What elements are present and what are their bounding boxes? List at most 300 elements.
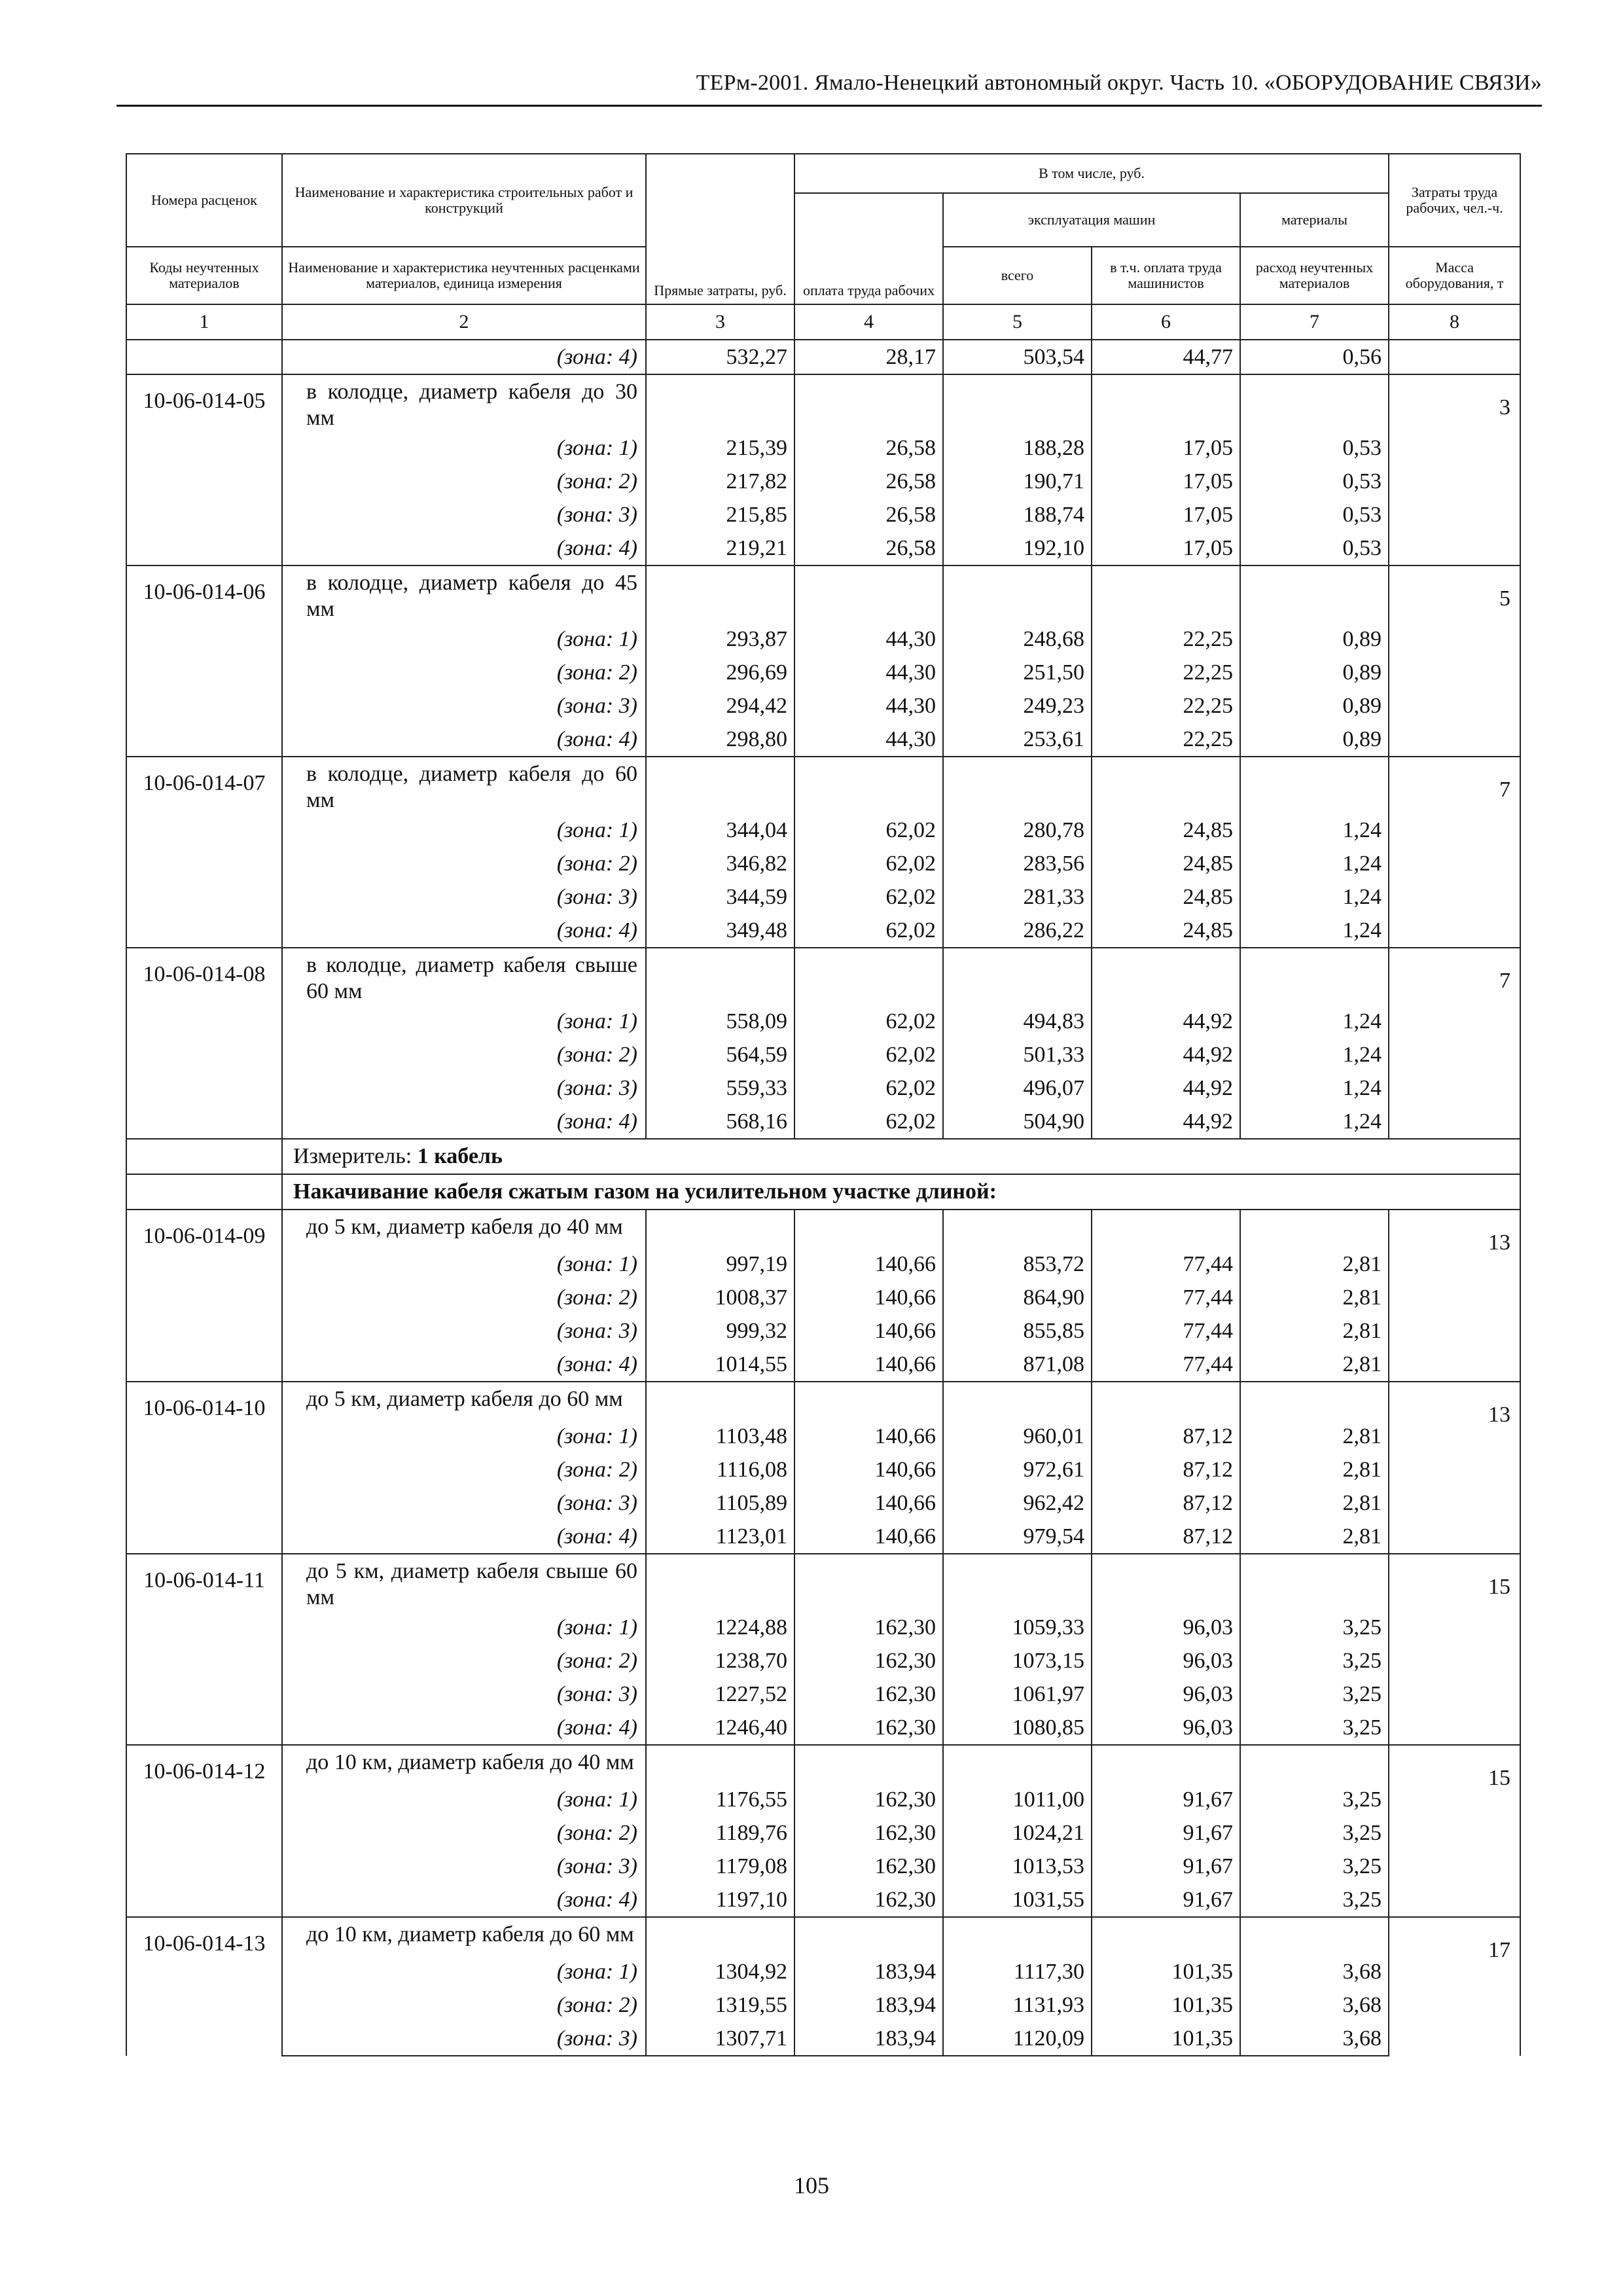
header-material-codes: Коды неучтенных материалов [126, 247, 282, 304]
meter-label: Измеритель: [293, 1144, 418, 1168]
wages-value: 162,30 [794, 1850, 943, 1883]
direct-costs-value: 1123,01 [646, 1520, 794, 1554]
machines-value: 1061,97 [943, 1677, 1092, 1711]
machinist-wages-value: 24,85 [1092, 914, 1240, 948]
zone-row [126, 1348, 1520, 1382]
empty-cell [646, 565, 794, 622]
direct-costs-value: 298,80 [646, 723, 794, 757]
zone-label: (зона: 4) [282, 1883, 646, 1917]
materials-value: 3,68 [1240, 1988, 1389, 2022]
zone-label: (зона: 2) [282, 1644, 646, 1677]
rate-entry-row [126, 1554, 1520, 1611]
machinist-wages-value: 17,05 [1092, 465, 1240, 498]
materials-value: 0,89 [1240, 622, 1389, 656]
wages-value: 162,30 [794, 1644, 943, 1677]
direct-costs-value: 219,21 [646, 531, 794, 565]
materials-value: 3,25 [1240, 1711, 1389, 1745]
materials-value: 1,24 [1240, 1105, 1389, 1139]
zone-row [126, 847, 1520, 880]
zone-label: (зона: 2) [282, 1281, 646, 1314]
zone-label: (зона: 4) [282, 914, 646, 948]
direct-costs-value: 532,27 [646, 340, 794, 374]
machines-value: 1080,85 [943, 1711, 1092, 1745]
empty-cell [1092, 565, 1240, 622]
materials-value: 0,53 [1240, 498, 1389, 531]
wages-value: 140,66 [794, 1520, 943, 1554]
page-number: 105 [794, 2172, 829, 2198]
section-heading-row [126, 1174, 1520, 1210]
machines-value: 1120,09 [943, 2022, 1092, 2056]
machines-value: 871,08 [943, 1348, 1092, 1382]
wages-value: 140,66 [794, 1348, 943, 1382]
zone-label: (зона: 3) [282, 1071, 646, 1105]
direct-costs-value: 1116,08 [646, 1453, 794, 1486]
machines-value: 503,54 [943, 340, 1092, 374]
section [126, 374, 1520, 565]
rate-entry-row [126, 757, 1520, 814]
column-numbers-row [126, 304, 1520, 340]
rate-code: 10-06-014-08 [126, 948, 282, 1139]
machinist-wages-value: 77,44 [1092, 1348, 1240, 1382]
materials-value: 2,81 [1240, 1247, 1389, 1281]
labor-cost [1389, 340, 1520, 374]
materials-value: 1,24 [1240, 814, 1389, 847]
section [126, 1210, 1520, 1382]
zone-row [126, 1883, 1520, 1917]
empty-cell [646, 1745, 794, 1783]
machinist-wages-value: 101,35 [1092, 2022, 1240, 2056]
wages-value: 140,66 [794, 1420, 943, 1453]
section [126, 757, 1520, 948]
machines-value: 1013,53 [943, 1850, 1092, 1883]
empty-cell [646, 1917, 794, 1955]
wages-value: 44,30 [794, 656, 943, 689]
rate-code: 10-06-014-11 [126, 1554, 282, 1745]
empty-cell [943, 374, 1092, 431]
machines-value: 188,28 [943, 431, 1092, 465]
work-description: до 5 км, диаметр кабеля до 40 мм [282, 1210, 646, 1247]
labor-cost: 15 [1389, 1554, 1520, 1745]
machines-value: 286,22 [943, 914, 1092, 948]
empty-cell [794, 1917, 943, 1955]
empty-cell [1240, 1917, 1389, 1955]
zone-row [126, 498, 1520, 531]
wages-value: 183,94 [794, 2022, 943, 2056]
zone-label: (зона: 2) [282, 1816, 646, 1850]
zone-label: (зона: 4) [282, 1348, 646, 1382]
materials-value: 3,68 [1240, 2022, 1389, 2056]
work-description: до 10 км, диаметр кабеля до 40 мм [282, 1745, 646, 1783]
section [126, 1174, 1520, 1210]
wages-value: 162,30 [794, 1783, 943, 1816]
direct-costs-value: 1008,37 [646, 1281, 794, 1314]
wages-value: 140,66 [794, 1314, 943, 1348]
materials-value: 3,25 [1240, 1883, 1389, 1917]
labor-cost: 13 [1389, 1382, 1520, 1554]
machines-value: 283,56 [943, 847, 1092, 880]
direct-costs-value: 1103,48 [646, 1420, 794, 1453]
direct-costs-value: 999,32 [646, 1314, 794, 1348]
zone-row [126, 689, 1520, 723]
zone-row [126, 814, 1520, 847]
machines-value: 192,10 [943, 531, 1092, 565]
empty-cell [646, 1554, 794, 1611]
empty-cell [126, 1139, 282, 1174]
machinist-wages-value: 96,03 [1092, 1677, 1240, 1711]
work-description: до 5 км, диаметр кабеля до 60 мм [282, 1382, 646, 1420]
wages-value: 62,02 [794, 814, 943, 847]
header-work-name: Наименование и характеристика строительных работ и конструкций [282, 154, 646, 247]
direct-costs-value: 1179,08 [646, 1850, 794, 1883]
rate-code: 10-06-014-06 [126, 565, 282, 757]
empty-cell [126, 1174, 282, 1210]
zone-row [126, 465, 1520, 498]
machines-value: 504,90 [943, 1105, 1092, 1139]
wages-value: 62,02 [794, 1105, 943, 1139]
direct-costs-value: 564,59 [646, 1038, 794, 1071]
section [126, 565, 1520, 757]
empty-cell [794, 374, 943, 431]
header-wages: оплата труда рабочих [794, 193, 943, 304]
machines-value: 188,74 [943, 498, 1092, 531]
empty-cell [943, 948, 1092, 1005]
wages-value: 44,30 [794, 622, 943, 656]
wages-value: 183,94 [794, 1988, 943, 2022]
wages-value: 26,58 [794, 531, 943, 565]
materials-value: 2,81 [1240, 1281, 1389, 1314]
empty-cell [1240, 565, 1389, 622]
empty-cell [1240, 1382, 1389, 1420]
section [126, 948, 1520, 1139]
work-description: в колодце, диаметр кабеля до 30 мм [282, 374, 646, 431]
machines-value: 249,23 [943, 689, 1092, 723]
empty-cell [1092, 1917, 1240, 1955]
machines-value: 979,54 [943, 1520, 1092, 1554]
zone-row [126, 723, 1520, 757]
meter-row [126, 1139, 1520, 1174]
labor-cost: 5 [1389, 565, 1520, 757]
machines-value: 1073,15 [943, 1644, 1092, 1677]
empty-cell [1240, 374, 1389, 431]
work-description: в колодце, диаметр кабеля свыше 60 мм [282, 948, 646, 1005]
zone-row [126, 914, 1520, 948]
machines-value: 1011,00 [943, 1783, 1092, 1816]
materials-value: 3,25 [1240, 1816, 1389, 1850]
zone-row [126, 1677, 1520, 1711]
materials-value: 0,89 [1240, 723, 1389, 757]
direct-costs-value: 1246,40 [646, 1711, 794, 1745]
zone-label: (зона: 4) [282, 723, 646, 757]
materials-value: 2,81 [1240, 1486, 1389, 1520]
empty-cell [1092, 757, 1240, 814]
meter-value: 1 кабель [417, 1144, 503, 1168]
machines-value: 190,71 [943, 465, 1092, 498]
materials-value: 0,53 [1240, 431, 1389, 465]
rate-code: 10-06-014-07 [126, 757, 282, 948]
section [126, 1554, 1520, 1745]
materials-value: 2,81 [1240, 1348, 1389, 1382]
work-description: до 10 км, диаметр кабеля до 60 мм [282, 1917, 646, 1955]
direct-costs-value: 344,59 [646, 880, 794, 914]
empty-cell [646, 948, 794, 1005]
empty-cell [646, 1210, 794, 1247]
direct-costs-value: 294,42 [646, 689, 794, 723]
zone-label: (зона: 4) [282, 1711, 646, 1745]
column-number: 4 [794, 304, 943, 340]
machinist-wages-value: 44,92 [1092, 1105, 1240, 1139]
running-header: ТЕРм-2001. Ямало-Ненецкий автономный округ. Часть 10. «ОБОРУДОВАНИЕ СВЯЗИ» [696, 71, 1542, 95]
zone-row [126, 1071, 1520, 1105]
machinist-wages-value: 77,44 [1092, 1247, 1240, 1281]
zone-row [126, 531, 1520, 565]
machinist-wages-value: 91,67 [1092, 1816, 1240, 1850]
empty-cell [646, 374, 794, 431]
materials-value: 0,89 [1240, 689, 1389, 723]
machinist-wages-value: 87,12 [1092, 1486, 1240, 1520]
zone-row [126, 1314, 1520, 1348]
empty-cell [646, 757, 794, 814]
materials-value: 0,53 [1240, 465, 1389, 498]
zone-label: (зона: 1) [282, 431, 646, 465]
wages-value: 183,94 [794, 1955, 943, 1988]
header-including: В том числе, руб. [794, 154, 1389, 193]
header-rate-numbers: Номера расценок [126, 154, 282, 247]
machines-value: 501,33 [943, 1038, 1092, 1071]
direct-costs-value: 558,09 [646, 1005, 794, 1038]
machines-value: 1117,30 [943, 1955, 1092, 1988]
wages-value: 62,02 [794, 1038, 943, 1071]
labor-cost: 13 [1389, 1210, 1520, 1382]
machinist-wages-value: 44,92 [1092, 1071, 1240, 1105]
materials-value: 1,24 [1240, 1038, 1389, 1071]
empty-cell [1092, 1382, 1240, 1420]
zone-label: (зона: 1) [282, 1611, 646, 1644]
materials-value: 2,81 [1240, 1420, 1389, 1453]
machines-value: 960,01 [943, 1420, 1092, 1453]
zone-label: (зона: 3) [282, 1314, 646, 1348]
zone-label: (зона: 3) [282, 1850, 646, 1883]
empty-cell [1092, 374, 1240, 431]
zone-label: (зона: 2) [282, 1038, 646, 1071]
machines-value: 281,33 [943, 880, 1092, 914]
rate-entry-row [126, 565, 1520, 622]
materials-value: 1,24 [1240, 880, 1389, 914]
direct-costs-value: 215,85 [646, 498, 794, 531]
direct-costs-value: 568,16 [646, 1105, 794, 1139]
materials-value: 3,25 [1240, 1677, 1389, 1711]
wages-value: 44,30 [794, 689, 943, 723]
direct-costs-value: 559,33 [646, 1071, 794, 1105]
zone-row [126, 1486, 1520, 1520]
work-description: в колодце, диаметр кабеля до 60 мм [282, 757, 646, 814]
header-direct-costs: Прямые затраты, руб. [646, 154, 794, 304]
column-number: 8 [1389, 304, 1520, 340]
wages-value: 162,30 [794, 1816, 943, 1850]
rate-code [126, 340, 282, 374]
section [126, 1917, 1520, 2056]
wages-value: 62,02 [794, 1005, 943, 1038]
direct-costs-value: 1014,55 [646, 1348, 794, 1382]
direct-costs-value: 1189,76 [646, 1816, 794, 1850]
empty-cell [794, 757, 943, 814]
section [126, 340, 1520, 374]
direct-costs-value: 1319,55 [646, 1988, 794, 2022]
rate-code: 10-06-014-12 [126, 1745, 282, 1917]
empty-cell [1092, 1210, 1240, 1247]
machinist-wages-value: 101,35 [1092, 1988, 1240, 2022]
zone-row [126, 1711, 1520, 1745]
zone-label: (зона: 3) [282, 2022, 646, 2056]
zone-label: (зона: 2) [282, 1453, 646, 1486]
header-rule [116, 105, 1542, 107]
zone-row [126, 2022, 1520, 2056]
zone-row [126, 1850, 1520, 1883]
zone-label: (зона: 1) [282, 1420, 646, 1453]
machinist-wages-value: 24,85 [1092, 847, 1240, 880]
machinist-wages-value: 24,85 [1092, 814, 1240, 847]
zone-label: (зона: 1) [282, 1005, 646, 1038]
wages-value: 162,30 [794, 1711, 943, 1745]
zone-row [126, 1955, 1520, 1988]
header-materials: материалы [1240, 193, 1389, 247]
machinist-wages-value: 44,77 [1092, 340, 1240, 374]
empty-cell [943, 1210, 1092, 1247]
materials-value: 2,81 [1240, 1453, 1389, 1486]
work-description: в колодце, диаметр кабеля до 45 мм [282, 565, 646, 622]
rate-entry-row [126, 1745, 1520, 1783]
rate-code: 10-06-014-05 [126, 374, 282, 565]
column-number: 3 [646, 304, 794, 340]
machines-value: 251,50 [943, 656, 1092, 689]
machines-value: 972,61 [943, 1453, 1092, 1486]
machinist-wages-value: 101,35 [1092, 1955, 1240, 1988]
machinist-wages-value: 77,44 [1092, 1281, 1240, 1314]
materials-value: 3,68 [1240, 1955, 1389, 1988]
machinist-wages-value: 96,03 [1092, 1711, 1240, 1745]
direct-costs-value: 997,19 [646, 1247, 794, 1281]
machinist-wages-value: 91,67 [1092, 1783, 1240, 1816]
zone-label: (зона: 1) [282, 1955, 646, 1988]
zone-label: (зона: 1) [282, 1247, 646, 1281]
wages-value: 162,30 [794, 1883, 943, 1917]
zone-label: (зона: 3) [282, 1677, 646, 1711]
zone-row [126, 1005, 1520, 1038]
rates-table [126, 153, 1521, 2056]
direct-costs-value: 1176,55 [646, 1783, 794, 1816]
zone-row [126, 1644, 1520, 1677]
direct-costs-value: 1304,92 [646, 1955, 794, 1988]
machinist-wages-value: 22,25 [1092, 689, 1240, 723]
zone-row [126, 880, 1520, 914]
materials-value: 2,81 [1240, 1314, 1389, 1348]
zone-label: (зона: 1) [282, 814, 646, 847]
zone-label: (зона: 2) [282, 465, 646, 498]
zone-row [126, 1247, 1520, 1281]
rate-entry-row [126, 1382, 1520, 1420]
zone-label: (зона: 4) [282, 1105, 646, 1139]
rate-entry-row [126, 374, 1520, 431]
materials-value: 0,56 [1240, 340, 1389, 374]
machinist-wages-value: 22,25 [1092, 622, 1240, 656]
zone-row [126, 1816, 1520, 1850]
machines-value: 1024,21 [943, 1816, 1092, 1850]
machinist-wages-value: 24,85 [1092, 880, 1240, 914]
direct-costs-value: 296,69 [646, 656, 794, 689]
empty-cell [1240, 948, 1389, 1005]
wages-value: 162,30 [794, 1677, 943, 1711]
empty-cell [943, 1554, 1092, 1611]
zone-row [126, 1420, 1520, 1453]
empty-cell [794, 1382, 943, 1420]
zone-row [126, 1988, 1520, 2022]
empty-cell [943, 565, 1092, 622]
wages-value: 26,58 [794, 465, 943, 498]
section [126, 1745, 1520, 1917]
machinist-wages-value: 91,67 [1092, 1883, 1240, 1917]
direct-costs-value: 344,04 [646, 814, 794, 847]
machinist-wages-value: 22,25 [1092, 656, 1240, 689]
machinist-wages-value: 44,92 [1092, 1005, 1240, 1038]
machines-value: 248,68 [943, 622, 1092, 656]
rate-entry-row [126, 948, 1520, 1005]
zone-row [126, 622, 1520, 656]
rate-code: 10-06-014-13 [126, 1917, 282, 2056]
machinist-wages-value: 17,05 [1092, 498, 1240, 531]
direct-costs-value: 1307,71 [646, 2022, 794, 2056]
materials-value: 1,24 [1240, 914, 1389, 948]
wages-value: 140,66 [794, 1453, 943, 1486]
direct-costs-value: 1224,88 [646, 1611, 794, 1644]
materials-value: 2,81 [1240, 1520, 1389, 1554]
zone-row [126, 1281, 1520, 1314]
materials-value: 0,89 [1240, 656, 1389, 689]
zone-label: (зона: 2) [282, 847, 646, 880]
machines-value: 855,85 [943, 1314, 1092, 1348]
direct-costs-value: 349,48 [646, 914, 794, 948]
labor-cost: 7 [1389, 948, 1520, 1139]
zone-row [126, 1783, 1520, 1816]
wages-value: 26,58 [794, 431, 943, 465]
direct-costs-value: 1227,52 [646, 1677, 794, 1711]
labor-cost: 17 [1389, 1917, 1520, 2056]
header-machinist-wages: в т.ч. оплата труда машинистов [1092, 247, 1240, 304]
wages-value: 62,02 [794, 847, 943, 880]
rate-entry-row [126, 1917, 1520, 1955]
empty-cell [1240, 757, 1389, 814]
empty-cell [943, 757, 1092, 814]
zone-row [126, 1453, 1520, 1486]
zone-label: (зона: 1) [282, 1783, 646, 1816]
header-equipment-mass: Масса оборудования, т [1389, 247, 1520, 304]
materials-value: 1,24 [1240, 847, 1389, 880]
machines-value: 253,61 [943, 723, 1092, 757]
materials-value: 1,24 [1240, 1005, 1389, 1038]
materials-value: 1,24 [1240, 1071, 1389, 1105]
wages-value: 140,66 [794, 1486, 943, 1520]
machines-value: 1059,33 [943, 1611, 1092, 1644]
machinist-wages-value: 87,12 [1092, 1520, 1240, 1554]
wages-value: 62,02 [794, 1071, 943, 1105]
rate-code: 10-06-014-09 [126, 1210, 282, 1382]
header-labor: Затраты труда рабочих, чел.-ч. [1389, 154, 1520, 247]
wages-value: 26,58 [794, 498, 943, 531]
empty-cell [943, 1917, 1092, 1955]
direct-costs-value: 215,39 [646, 431, 794, 465]
zone-label: (зона: 2) [282, 656, 646, 689]
column-number: 1 [126, 304, 282, 340]
wages-value: 62,02 [794, 914, 943, 948]
empty-cell [1092, 948, 1240, 1005]
